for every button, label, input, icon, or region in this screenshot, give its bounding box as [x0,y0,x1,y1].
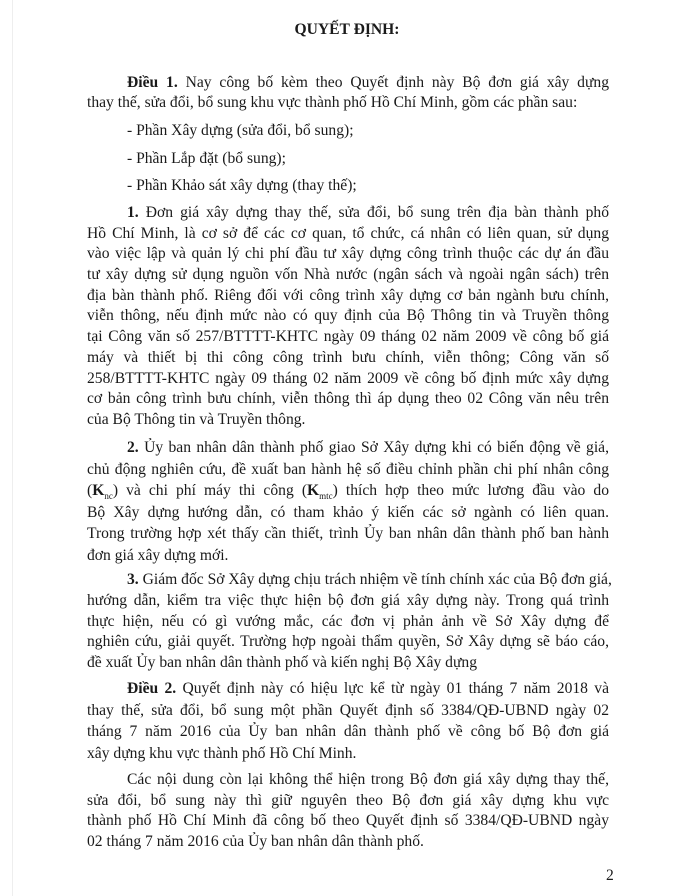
clause-1 [87,203,609,431]
clause-line: đơn giá xây dựng mới. [87,546,229,564]
clause-line: vào việc lập và quản lý chi phí đầu tư xây dựng công trình thuộc các dự án đầu [87,245,609,263]
final-line: Các nội dung còn lại không thể hiện trong Bộ đơn giá xây dựng thay thế, [127,771,609,788]
clause-line: nghiên cứu, giải quyết. Trường hợp ngoài thẩm quyền, Sở Xây dựng sẽ báo cáo, [87,633,609,651]
article-1-line: thay thế, sửa đổi, bổ sung khu vực thành phố Hồ Chí Minh, gồm các phần sau: [87,94,578,111]
subscript: nc [104,491,113,502]
clause-line [87,437,609,459]
line-text: Nay công bố kèm theo Quyết định này Bộ đơn giá xây dựng [185,74,610,91]
final-line: 02 tháng 7 năm 2016 của Ủy ban nhân dân thành phố. [87,832,424,850]
clause-2 [87,437,609,567]
clause-line: 258/BTTTT-KHTC ngày 09 tháng 02 năm 2009 về công bố định mức xây dựng [87,369,609,387]
clause-line: cơ bản công trình bưu chính, viễn thông thì áp dụng theo 02 Công văn nêu trên [87,390,609,408]
coefficient-k: K [307,482,320,500]
document-title: QUYẾT ĐỊNH: [294,21,400,38]
clause-3 [87,570,612,674]
clause-line: tại Công văn số 257/BTTTT-KHTC ngày 09 tháng 02 năm 2009 về công bố giá [87,328,609,346]
article-1 [87,73,609,113]
article-2-label: Điều 2. [127,680,177,697]
clause-line: thực hiện, nếu có gì vướng mắc, các đơn vị phản ảnh về Sở Xây dựng để [87,612,609,630]
clause-line [87,480,609,502]
clause-line: máy và thiết bị thi công công trình bưu chính, viễn thông; Công văn số [87,348,609,366]
article-1-line [87,73,609,93]
clause-line [87,570,612,591]
clause-line: viễn thông, nếu định mức nào có quy định của Bộ Thông tin và Truyền thông [87,307,609,325]
line-text: ) thích hợp theo mức lương đầu vào do [332,482,609,500]
clause-line: địa bàn thành phố. Riêng đối với công trình xây dựng cơ bản ngành bưu chính, [87,286,609,304]
page-number: 2 [606,867,614,884]
coefficient-k: K [92,482,105,500]
final-paragraph [87,770,609,852]
line-text: Giám đốc Sở Xây dựng chịu trách nhiệm về tính chính xác của Bộ đơn giá, [142,571,612,588]
paren: ( [87,482,93,500]
article-1-label: Điều 1. [127,74,178,91]
clause-line [87,203,609,224]
final-line: sửa đổi, bổ sung này thì giữ nguyên theo Bộ đơn giá xây dựng khu vực [87,791,609,809]
line-text: Đơn giá xây dựng thay thế, sửa đổi, bổ sung trên địa bàn thành phố [145,204,609,221]
clause-line: chủ động nghiên cứu, đề xuất ban hành hệ số điều chỉnh phần chi phí nhân công [87,460,609,478]
article-2-line: thay thế, sửa đổi, bổ sung một phần Quyết định số 3384/QĐ-UBND ngày 02 [87,701,609,719]
clause-line: của Bộ Thông tin và Truyền thông. [87,410,306,428]
subscript: mtc [319,491,333,502]
clause-3-label: 3. [127,571,139,588]
article-2-line [87,678,609,700]
article-2-line: xây dựng khu vực thành phố Hồ Chí Minh. [87,745,357,763]
line-text: Ủy ban nhân dân thành phố giao Sở Xây dựng khi có biến động về giá, [144,439,609,456]
scan-edge [12,0,13,896]
line-text: Quyết định này có hiệu lực kể từ ngày 01 tháng 7 năm 2018 và [182,680,609,697]
clause-line: Trong trường hợp xét thấy cần thiết, trình Ủy ban nhân dân thành phố ban hành [87,525,609,543]
bullet-item: - Phần Lắp đặt (bổ sung); [127,150,286,167]
bullet-item: - Phần Khảo sát xây dựng (thay thế); [127,177,357,194]
clause-1-label: 1. [127,204,139,221]
clause-2-label: 2. [127,439,139,456]
clause-line: hướng dẫn, kiểm tra việc thực hiện bộ đơn giá xây dựng này. Trong quá trình [87,591,609,609]
line-text: ) và chi phí máy thi công ( [112,482,308,500]
bullet-item: - Phần Xây dựng (sửa đổi, bổ sung); [127,122,354,139]
clause-line: tư xây dựng sử dụng nguồn vốn Nhà nước (ngân sách và ngoài ngân sách) trên [87,266,609,284]
clause-line: Bộ Xây dựng hướng dẫn, có tham khảo ý kiến các sở ngành có liên quan. [87,503,609,521]
article-2 [87,678,609,765]
clause-line: Hồ Chí Minh, là cơ sở để các cơ quan, tổ chức, cá nhân có liên quan, sử dụng [87,224,609,242]
article-2-line: tháng 7 năm 2016 của Ủy ban nhân dân thành phố về công bố Bộ đơn giá [87,723,609,741]
final-line: thành phố Hồ Chí Minh đã công bố theo Quyết định số 3384/QĐ-UBND ngày [87,812,609,829]
clause-line: đề xuất Ủy ban nhân dân thành phố và kiến nghị Bộ Xây dựng [87,654,477,672]
